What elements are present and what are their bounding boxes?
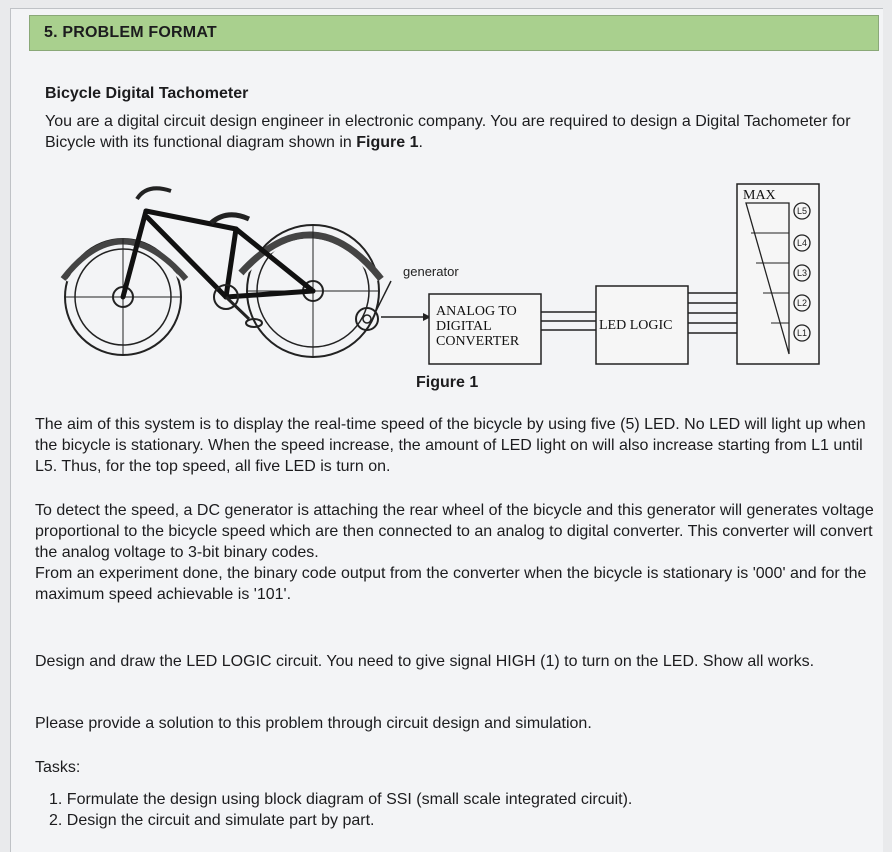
- document-page: [10, 8, 883, 852]
- aim-paragraph: The aim of this system is to display the real-time speed of the bicycle by using five (5) LED. No LED will light up when the bicycle is stationary. When the speed increase, the amount of LED light on will also increase starting from L1 until L5. Thus, for the top speed, all five LED is turn on.: [35, 416, 866, 475]
- adc-output-bus: [541, 312, 596, 330]
- section-header: [29, 15, 879, 51]
- figure-caption: Figure 1: [416, 374, 479, 391]
- bicycle-illustration: [63, 188, 381, 357]
- led-logic-label: LED LOGIC: [599, 318, 673, 333]
- adc-label-line3: CONVERTER: [436, 334, 520, 349]
- functional-diagram: [51, 169, 841, 369]
- generator-label: generator: [403, 264, 459, 279]
- adc-label-line1: ANALOG TO: [436, 304, 517, 319]
- led-l2-label: L2: [796, 298, 808, 308]
- task-item: 1. Formulate the design using block diagram of SSI (small scale integrated circuit).: [49, 791, 633, 808]
- intro-end: .: [418, 134, 423, 151]
- design-paragraph: Design and draw the LED LOGIC circuit. You need to give signal HIGH (1) to turn on the LED. Show all works.: [35, 653, 815, 670]
- problem-title: Bicycle Digital Tachometer: [45, 85, 249, 102]
- task-item: 2. Design the circuit and simulate part by part.: [49, 812, 375, 829]
- detect-paragraph: To detect the speed, a DC generator is attaching the rear wheel of the bicycle and this generator will generates voltage proportional to the bicycle speed which are then connected to an analog to digital converter. This converter will convert the analog voltage to 3-bit binary codes.: [35, 502, 874, 561]
- experiment-paragraph: From an experiment done, the binary code output from the converter when the bicycle is stationary is '000' and for the maximum speed achievable is '101'.: [35, 565, 867, 603]
- intro-paragraph: [45, 111, 875, 153]
- led-l4-label: L4: [796, 238, 808, 248]
- led-l3-label: L3: [796, 268, 808, 278]
- max-label: MAX: [743, 188, 776, 203]
- solution-paragraph: Please provide a solution to this problem through circuit design and simulation.: [35, 715, 592, 732]
- adc-label-line2: DIGITAL: [436, 319, 492, 334]
- led-l1-label: L1: [796, 328, 808, 338]
- led-l5-label: L5: [796, 206, 808, 216]
- figure-reference: Figure 1: [356, 134, 419, 151]
- tasks-label: Tasks:: [35, 759, 81, 776]
- section-title: 5. PROBLEM FORMAT: [44, 24, 217, 41]
- led-output-bus: [688, 293, 737, 333]
- intro-text: You are a digital circuit design engineer in electronic company. You are required to design a Digital Tachometer for Bicycle with its functional diagram shown in: [45, 113, 851, 151]
- tasks-list: [49, 789, 632, 831]
